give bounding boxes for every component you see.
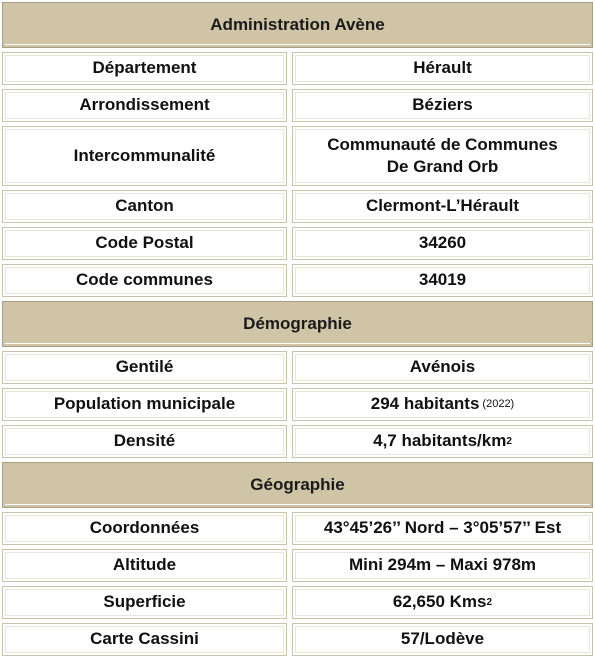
row-value [292, 388, 593, 421]
row-value: 4,7 habitants/km 2 [292, 425, 593, 458]
row-label: Superficie [2, 586, 287, 619]
section-header-demographie [2, 301, 593, 347]
row-value: 43°45’26’’ Nord – 3°05’57’’ Est [292, 512, 593, 545]
row-value-line-1: Communauté de Communes [327, 134, 558, 154]
row-value: Hérault [292, 52, 593, 85]
row-label: Arrondissement [2, 89, 287, 122]
densite-value: 4,7 habitants/km [373, 431, 507, 451]
info-table [2, 2, 593, 656]
row-value: 57/Lodève [292, 623, 593, 656]
section-title: Géographie [250, 475, 345, 494]
section-title: Démographie [243, 314, 352, 333]
row-value: Clermont-L’Hérault [292, 190, 593, 223]
table-row-altitude [2, 549, 593, 582]
table-row-intercommunalite [2, 126, 593, 186]
row-value: 62,650 Kms 2 [292, 586, 593, 619]
table-row-superficie [2, 586, 593, 619]
table-row-code-communes [2, 264, 593, 297]
row-label: Coordonnées [2, 512, 287, 545]
row-label: Altitude [2, 549, 287, 582]
row-label: Carte Cassini [2, 623, 287, 656]
table-row-gentile [2, 351, 593, 384]
row-value: Béziers [292, 89, 593, 122]
row-value: 34019 [292, 264, 593, 297]
row-value: 34260 [292, 227, 593, 260]
table-row-canton [2, 190, 593, 223]
row-value-line-2: De Grand Orb [386, 157, 499, 176]
table-row-population [2, 388, 593, 421]
row-label: Population municipale [2, 388, 287, 421]
section-header-geographie [2, 462, 593, 508]
row-label: Code communes [2, 264, 287, 297]
row-value: Mini 294m – Maxi 978m [292, 549, 593, 582]
superficie-value: 62,650 Kms [392, 592, 487, 612]
section-header-administration [2, 2, 593, 48]
row-label: Département [2, 52, 287, 85]
table-row-carte-cassini [2, 623, 593, 656]
table-row-densite [2, 425, 593, 458]
population-year: (2022) [482, 398, 515, 411]
population-value: 294 habitants [370, 394, 480, 414]
row-value [292, 126, 593, 186]
row-value: Avénois [292, 351, 593, 384]
row-label: Gentilé [2, 351, 287, 384]
section-title: Administration Avène [210, 15, 385, 34]
row-label: Code Postal [2, 227, 287, 260]
row-label: Intercommunalité [2, 126, 287, 186]
table-row-departement [2, 52, 593, 85]
row-label: Densité [2, 425, 287, 458]
table-row-coordonnees [2, 512, 593, 545]
table-row-code-postal [2, 227, 593, 260]
row-label: Canton [2, 190, 287, 223]
table-row-arrondissement [2, 89, 593, 122]
